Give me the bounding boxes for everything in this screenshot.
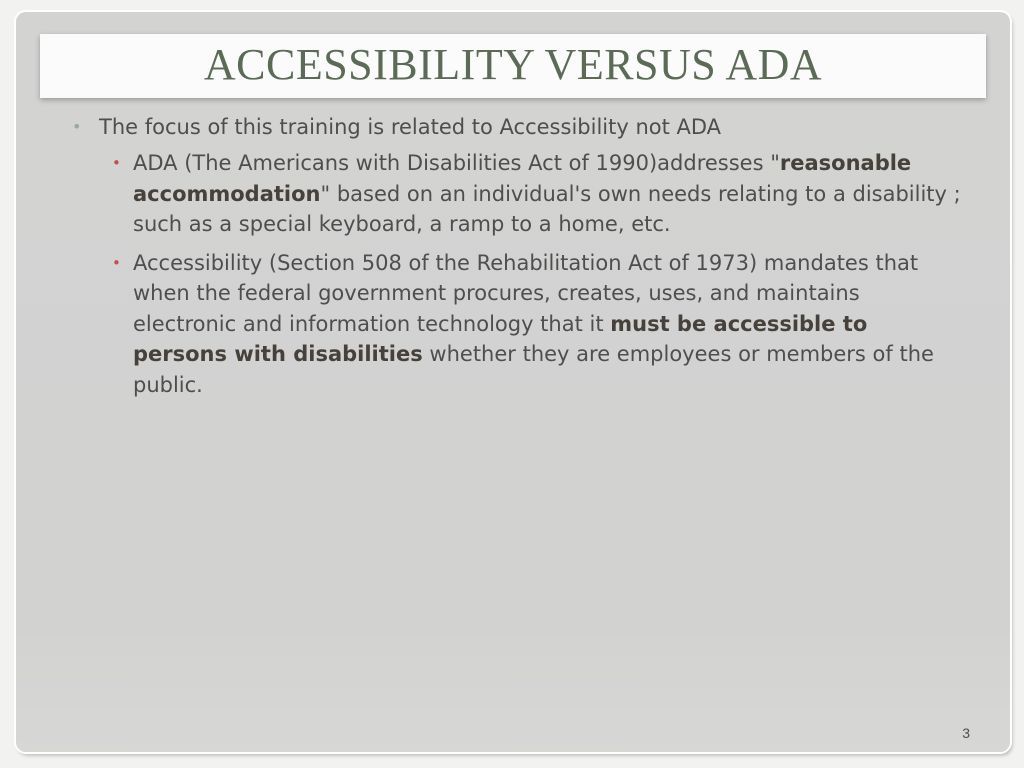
accessibility-text-start: Accessibility (Section 508 of the Rehabilitation Act of 1973) mandates that when the federal government procures, creates, uses, and maintains electronic and information technology that it <box>133 250 919 336</box>
accessibility-emphasis: must be accessible to persons with disabilities <box>133 311 868 366</box>
bullet-text: The focus of this training is related to Accessibility not ADA <box>99 115 722 139</box>
sub-bullet-list <box>70 148 980 400</box>
bullet-level-1 <box>70 112 980 142</box>
ada-text-start: ADA (The Americans with Disabilities Act of 1990)addresses " <box>133 151 780 175</box>
bullet-dot-icon: • <box>72 117 82 136</box>
bullet-level-2-accessibility <box>104 248 963 401</box>
ada-emphasis: reasonable accommodation <box>133 151 912 206</box>
bullet-dot-icon: • <box>112 253 121 272</box>
bullet-level-2-ada <box>104 148 963 240</box>
accessibility-text-end: whether they are employees or members of the public. <box>133 342 934 397</box>
title-band <box>40 34 986 98</box>
bullet-dot-icon: • <box>112 154 121 172</box>
ada-text-end: " based on an individual's own needs relating to a disability ; such as a special keyboard, a ramp to a home, etc. <box>133 181 961 236</box>
slide <box>16 12 1010 752</box>
slide-title: ACCESSIBILITY VERSUS ADA <box>203 40 823 89</box>
slide-content <box>70 112 980 408</box>
page-number: 3 <box>962 725 970 741</box>
